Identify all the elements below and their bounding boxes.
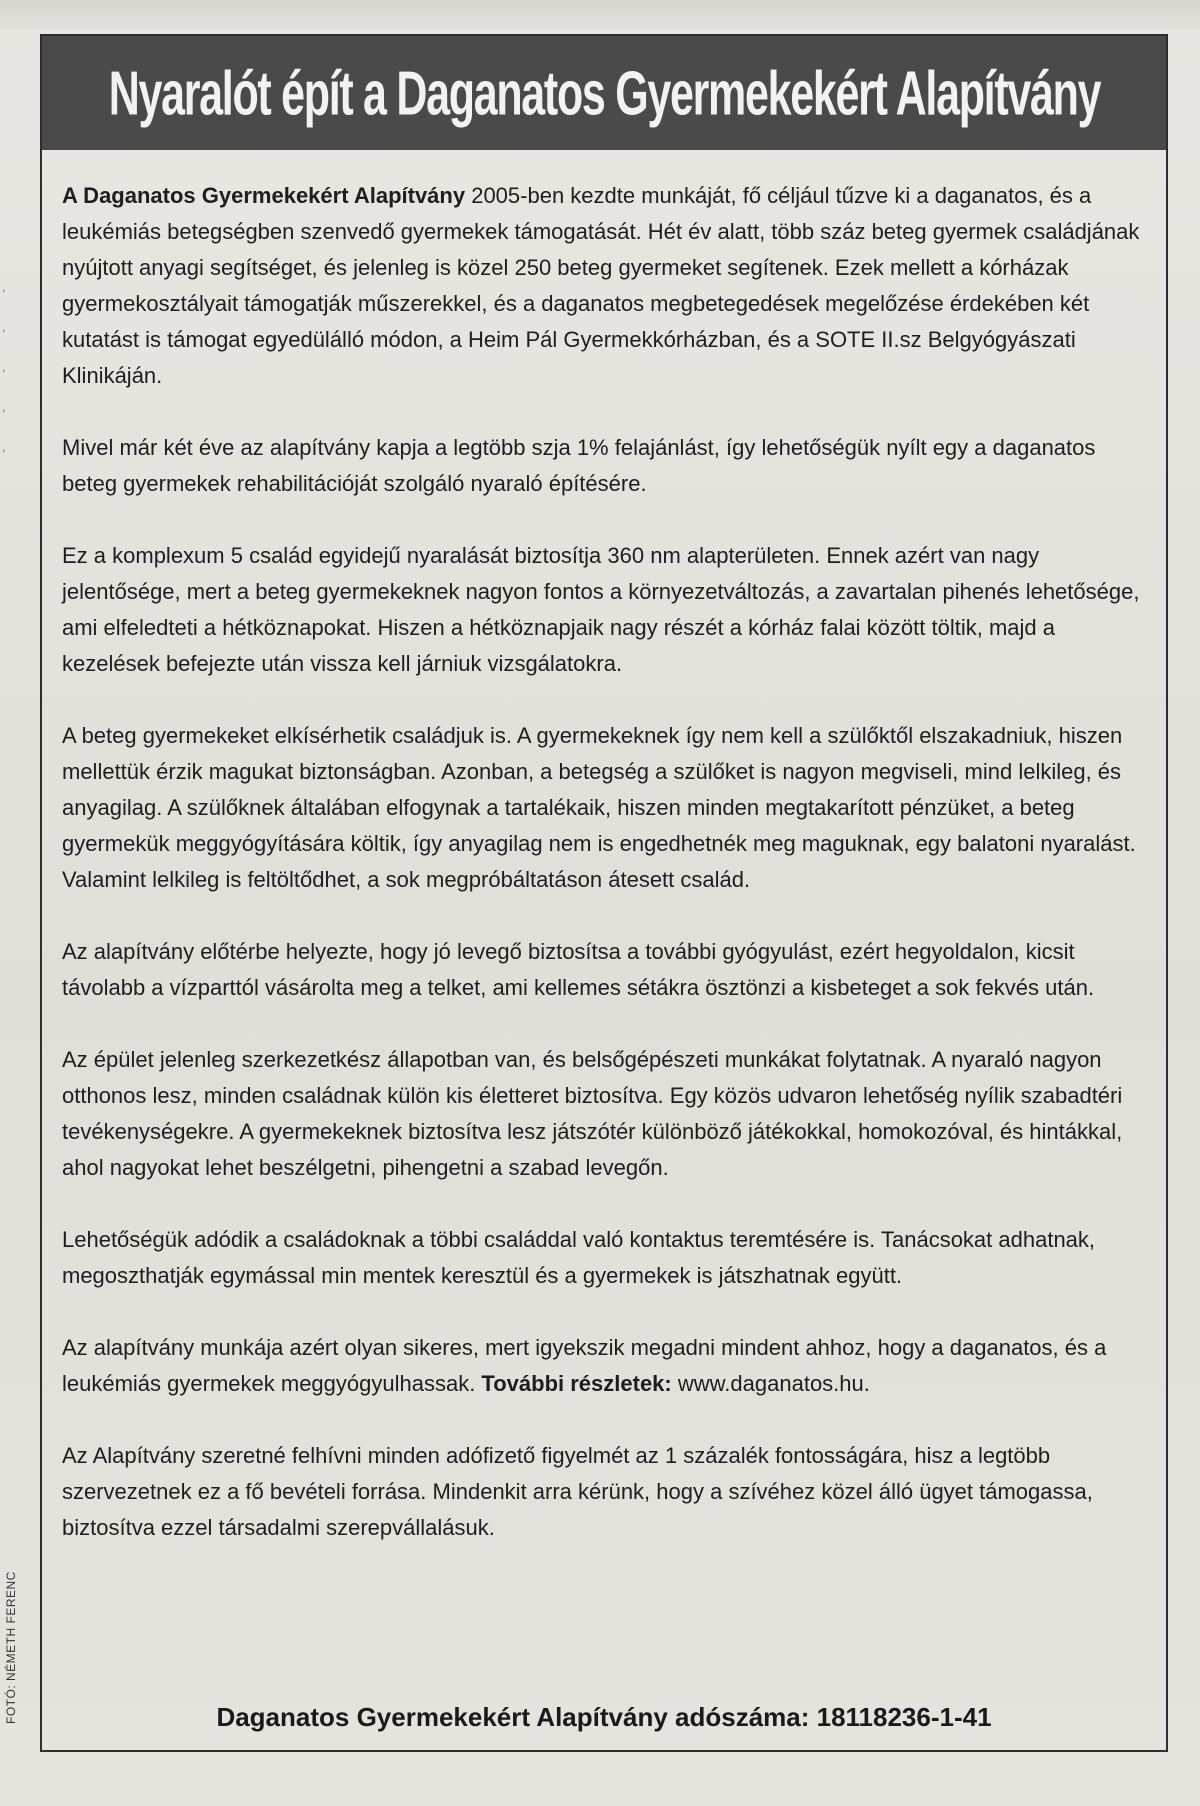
paragraph-2: Mivel már két éve az alapítvány kapja a legtöbb szja 1% felajánlást, így lehetőségük nyílt egy a daganatos beteg gyermekek rehabilitációját szolgáló nyaraló építésére. [62,435,1096,496]
details-label: További részletek: [481,1371,672,1396]
paragraph-3: Ez a komplexum 5 család egyidejű nyaralását biztosítja 360 nm alapterületen. Ennek azért van nagy jelentősége, mert a beteg gyermekeknek nagyon fontos a környezetváltozás, a zavartalan pihenés lehetősége, ami elfeledteti a hétköznapokat. Hiszen a hétköznapjaik nagy részét a kórház falai között töltik, majd a kezelések befejezte után vissza kell járniuk vizsgálatokra. [62,543,1140,676]
paragraph-7: Lehetőségük adódik a családoknak a többi családdal való kontaktus teremtésére is. Tanácsokat adhatnak, megoszthatják egymással min mentek keresztül és a gyermekek is játszhatnak együtt. [62,1227,1096,1288]
article-title: Nyaralót épít a Daganatos Gyermekekért Alapítvány [108,58,1100,128]
title-banner [42,36,1166,150]
top-edge-bleed [0,0,1200,30]
paragraph-6: Az épület jelenleg szerkezetkész állapotban van, és belsőgépészeti munkákat folytatnak. A nyaraló nagyon otthonos lesz, minden családnak külön kis életteret biztosítva. Egy közös udvaron lehetőség nyílik szabadtéri tevékenységekre. A gyermekeknek biztosítva lesz játszótér különböző játékokkal, homokozóval, és hintákkal, ahol nagyokat lehet beszélgetni, pihengetni a szabad levegőn. [62,1047,1123,1180]
tax-number-footer: Daganatos Gyermekekért Alapítvány adószáma: 18118236-1-41 [216,1702,992,1732]
paragraph-8 [62,1330,1152,1402]
photo-credit: FOTÓ: NÉMETH FERENC [4,1571,18,1724]
paragraph-text: Az alapítvány munkája azért olyan sikeres, mert igyekszik megadni mindent ahhoz, hogy a daganatos, és a leukémiás gyermekek meggyógyulhassak. [62,1335,1107,1396]
margin-marks: , , , , , [2,280,6,454]
paragraph-1 [62,178,1152,394]
website-link-text: www.daganatos.hu. [671,1371,870,1396]
paragraph-lead: A Daganatos Gyermekekért Alapítvány [62,183,466,208]
article-box [40,34,1168,1752]
paragraph-4: A beteg gyermekeket elkísérhetik családjuk is. A gyermekeknek így nem kell a szülőktől elszakadniuk, hiszen mellettük érzik magukat biztonságban. Azonban, a betegség a szülőket is nagyon megviseli, mind lelkileg, és anyagilag. A szülőknek általában elfogynak a tartalékaik, hiszen minden megtakarított pénzüket, a beteg gyermekük meggyógyítására költik, így anyagilag nem is engedhetnék meg maguknak, egy balatoni nyaralást. Valamint lelkileg is feltöltődhet, a sok megpróbáltatáson átesett család. [62,723,1136,892]
paragraph-text: 2005-ben kezdte munkáját, fő céljául tűzve ki a daganatos, és a leukémiás betegségben szenvedő gyermekek támogatását. Hét év alatt, több száz beteg gyermek családjának nyújtott anyagi segítséget, és jelenleg is közel 250 beteg gyermeket segítenek. Ezek mellett a kórházak gyermekosztályait támogatják műszerekkel, és a daganatos megbetegedések megelőzése érdekében két kutatást is támogat egyedülálló módon, a Heim Pál Gyermekkórházban, és a SOTE II.sz Belgyógyászati Klinikáján. [62,183,1140,388]
paragraph-9: Az Alapítvány szeretné felhívni minden adófizető figyelmét az 1 százalék fontosságára, hisz a legtöbb szervezetnek ez a fő bevételi forrása. Mindenkit arra kérünk, hogy a szívéhez közel álló ügyet támogassa, biztosítva ezzel társadalmi szerepvállalásuk. [62,1443,1093,1540]
article-body [62,178,1152,1582]
paragraph-5: Az alapítvány előtérbe helyezte, hogy jó levegő biztosítsa a további gyógyulást, ezért hegyoldalon, kicsit távolabb a vízparttól vásárolta meg a telket, ami kellemes sétákra ösztönzi a kisbeteget a sok fekvés után. [62,939,1095,1000]
